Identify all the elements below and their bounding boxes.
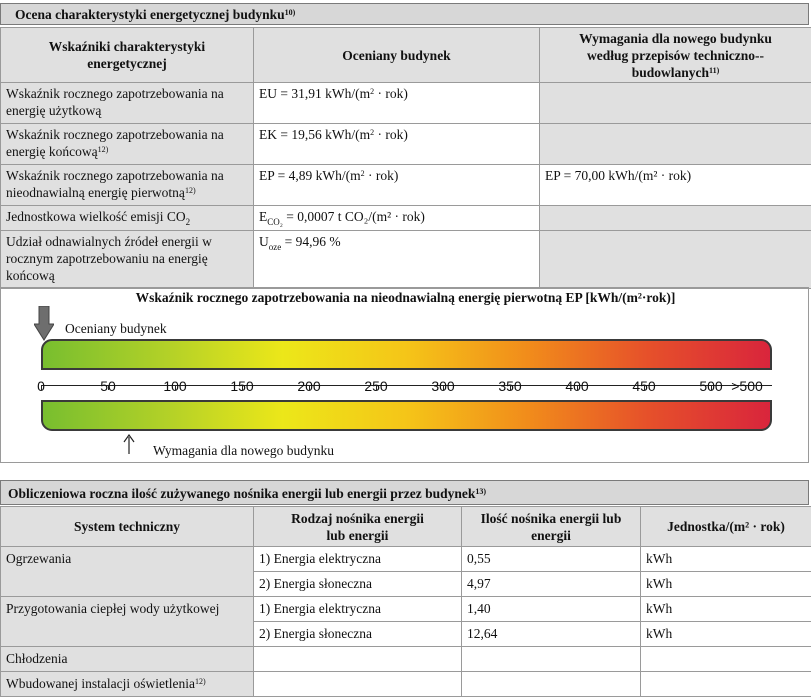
unit-cell: kWh	[641, 572, 811, 597]
row-value	[254, 83, 540, 124]
value-unit: · rok)	[365, 168, 399, 183]
header-indicators: Wskaźniki charakterystyki energetycznej	[1, 28, 254, 83]
table-header-row	[1, 507, 811, 547]
section1-title-text: Ocena charakterystyki energetycznej budynku	[15, 7, 285, 22]
header-system: System techniczny	[1, 507, 254, 547]
emission-value-text: = 0,0007 t CO₂/(m² · rok)	[283, 209, 425, 224]
axis-tick-label: 150	[230, 378, 253, 394]
requirement-marker-label: Wymagania dla nowego budynku	[153, 443, 334, 459]
table-row	[1, 124, 811, 165]
table-row	[1, 231, 811, 289]
up-arrow-icon	[122, 434, 136, 454]
emission-value	[254, 206, 540, 231]
scale-bar-bottom	[41, 400, 772, 431]
value-unit: · rok)	[374, 127, 408, 142]
header-unit: Jednostka/(m² · rok)	[641, 507, 811, 547]
ep-scale	[0, 287, 809, 463]
axis-tick-label: 500	[699, 378, 722, 394]
emission-requirement	[540, 206, 811, 231]
renewable-label: Udział odnawialnych źródeł energii w rocznym zapotrzebowaniu na energię końcową	[1, 231, 254, 289]
amount-cell	[462, 647, 641, 672]
axis-tick-label: 250	[364, 378, 387, 394]
emission-symbol: E	[259, 209, 267, 224]
row-label-text: Wskaźnik rocznego zapotrzebowania na energię użytkową	[6, 86, 224, 118]
unit-cell: kWh	[641, 547, 811, 572]
value-exp: 2	[370, 128, 374, 137]
amount-cell: 0,55	[462, 547, 641, 572]
axis-tick-label: 50	[100, 378, 116, 394]
table-header-row	[1, 28, 811, 83]
emission-symbol-sub: CO₂	[267, 217, 283, 227]
row-label-text: Wskaźnik rocznego zapotrzebowania na nieodnawialną energię pierwotną	[6, 168, 224, 200]
amount-cell: 12,64	[462, 622, 641, 647]
carrier-cell	[254, 672, 462, 697]
table-row	[1, 165, 811, 206]
row-requirement	[540, 83, 811, 124]
value-text: EU = 31,91 kWh/(m	[259, 86, 370, 101]
system-cell: Ogrzewania	[1, 547, 254, 597]
renewable-symbol-sub: oze	[269, 242, 282, 252]
scale-bar-top	[41, 339, 772, 370]
table-row	[1, 206, 811, 231]
unit-cell: kWh	[641, 597, 811, 622]
section2-title	[0, 480, 809, 505]
row-value	[254, 165, 540, 206]
amount-cell: 1,40	[462, 597, 641, 622]
amount-cell	[462, 672, 641, 697]
unit-cell	[641, 672, 811, 697]
header-assessed-building: Oceniany budynek	[254, 28, 540, 83]
carrier-cell: 2) Energia słoneczna	[254, 622, 462, 647]
table-row	[1, 647, 811, 672]
renewable-symbol: U	[259, 234, 269, 249]
assessed-building-marker-label: Oceniany budynek	[65, 321, 167, 337]
row-requirement	[540, 124, 811, 165]
unit-cell: kWh	[641, 622, 811, 647]
value-text: EK = 19,56 kWh/(m	[259, 127, 370, 142]
header-amount: Ilość nośnika energii lub energii	[462, 507, 641, 547]
down-arrow-icon	[34, 306, 54, 342]
row-label-text: Wskaźnik rocznego zapotrzebowania na energię końcową	[6, 127, 224, 159]
emission-label	[1, 206, 254, 231]
system-cell-sup: 12)	[195, 677, 206, 686]
system-cell: Chłodzenia	[1, 647, 254, 672]
value-unit: · rok)	[374, 86, 408, 101]
value-exp: 2	[370, 87, 374, 96]
row-label-sup: 12)	[185, 186, 196, 195]
axis-tick-label: 300	[431, 378, 454, 394]
row-value	[254, 124, 540, 165]
value-text: EP = 4,89 kWh/(m	[259, 168, 361, 183]
section2-title-text: Obliczeniowa roczna ilość zużywanego nośnika energii lub energii przez budynek	[8, 486, 475, 501]
axis-tick-label: 100	[163, 378, 186, 394]
amount-cell: 4,97	[462, 572, 641, 597]
row-label	[1, 124, 254, 165]
carrier-cell: 2) Energia słoneczna	[254, 572, 462, 597]
axis-line	[41, 385, 772, 386]
axis-tick-label: 350	[498, 378, 521, 394]
header-requirements-sup: 11)	[709, 66, 719, 75]
section1-title	[0, 3, 809, 25]
scale-title: Wskaźnik rocznego zapotrzebowania na nieodnawialną energię pierwotną EP [kWh/(m²·rok)]	[1, 290, 810, 306]
axis-tick-label: 400	[565, 378, 588, 394]
row-label-sup: 12)	[98, 145, 109, 154]
value-exp: 2	[361, 169, 365, 178]
table-row	[1, 83, 811, 124]
axis-tick-label: 450	[632, 378, 655, 394]
emission-label-text: Jednostkowa wielkość emisji CO	[6, 209, 186, 224]
energy-indicators-table	[0, 27, 811, 289]
axis-tick-label: 0	[37, 378, 45, 394]
row-requirement: EP = 70,00 kWh/(m² · rok)	[540, 165, 811, 206]
section1-title-sup: 10)	[285, 8, 296, 17]
header-requirements	[540, 28, 811, 83]
table-row	[1, 547, 811, 572]
row-label	[1, 165, 254, 206]
system-cell: Przygotowania ciepłej wody użytkowej	[1, 597, 254, 647]
header-carrier: Rodzaj nośnika energii lub energii	[254, 507, 462, 547]
carrier-cell: 1) Energia elektryczna	[254, 597, 462, 622]
renewable-value-text: = 94,96 %	[281, 234, 340, 249]
section2-title-sup: 13)	[475, 487, 486, 496]
renewable-requirement	[540, 231, 811, 289]
header-requirements-text: Wymagania dla nowego budynku według przepisów techniczno--budowlanych	[579, 31, 772, 80]
row-label	[1, 83, 254, 124]
unit-cell	[641, 647, 811, 672]
table-row	[1, 672, 811, 697]
system-cell-text: Wbudowanej instalacji oświetlenia	[6, 676, 195, 691]
system-cell	[1, 672, 254, 697]
renewable-value	[254, 231, 540, 289]
carrier-cell: 1) Energia elektryczna	[254, 547, 462, 572]
carrier-cell	[254, 647, 462, 672]
emission-label-sub: 2	[186, 217, 191, 227]
axis-tick-label: >500	[731, 378, 763, 394]
energy-carrier-table	[0, 506, 811, 697]
axis-tick-label: 200	[297, 378, 320, 394]
table-row	[1, 597, 811, 622]
